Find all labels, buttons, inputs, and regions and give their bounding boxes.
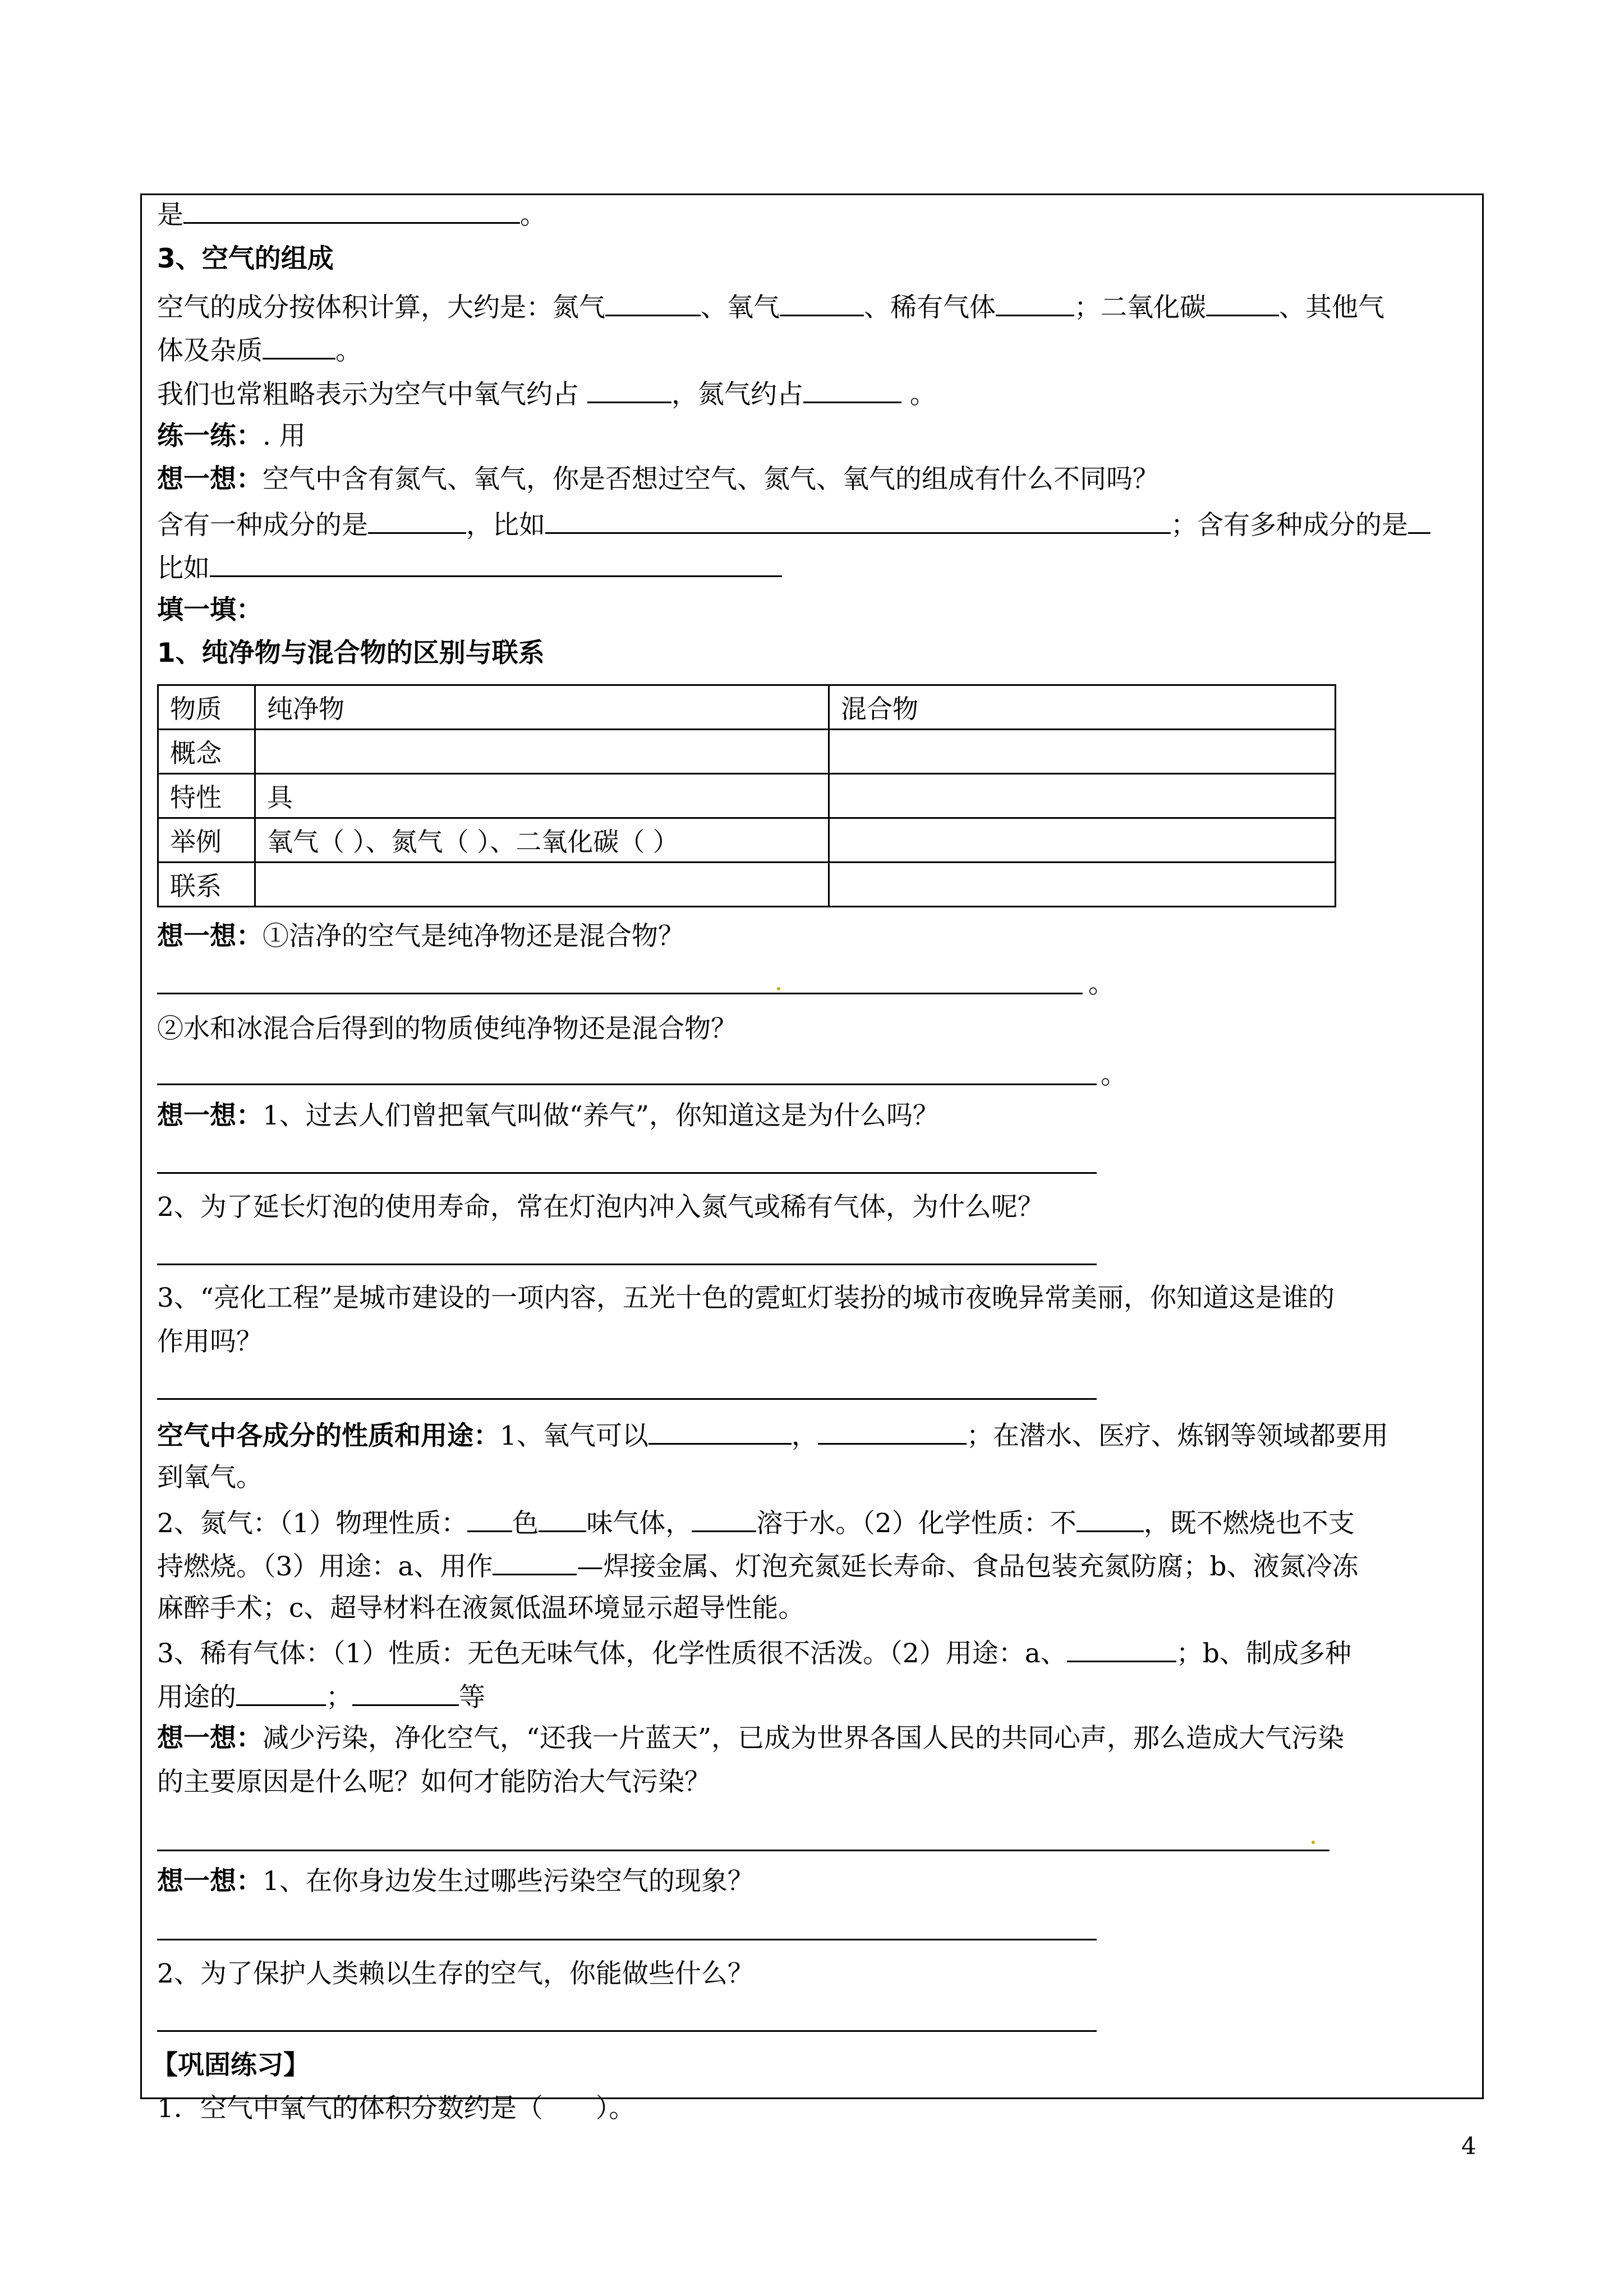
multi-component-blank[interactable] bbox=[1408, 506, 1430, 534]
rare-gas-use-blank-a[interactable] bbox=[1067, 1635, 1176, 1662]
think-line-composition bbox=[157, 463, 1159, 496]
text: ；在潜水、医疗、炼钢等领域都要用 bbox=[966, 1421, 1388, 1451]
impurity-blank[interactable] bbox=[263, 332, 335, 359]
think-label: 想一想： bbox=[157, 1100, 263, 1131]
co2-blank[interactable] bbox=[1206, 289, 1279, 316]
text: 、氧气 bbox=[701, 292, 780, 323]
ink-speck bbox=[777, 987, 780, 990]
text: 。 bbox=[901, 379, 936, 410]
table-cell[interactable]: 氧气（ ）、氮气（ ）、二氧化碳（ ） bbox=[255, 818, 829, 863]
text: 减少污染，净化空气，“还我一片蓝天”，已成为世界各国人民的共同心声，那么造成大气污染 bbox=[263, 1723, 1345, 1754]
table-cell[interactable] bbox=[829, 863, 1336, 907]
props-label: 空气中各成分的性质和用途： bbox=[157, 1421, 500, 1451]
think-line-pollution bbox=[157, 1722, 1344, 1755]
answer-line[interactable] bbox=[157, 1172, 1097, 1174]
text: 是 bbox=[157, 200, 183, 230]
section-title-pure-mixture: 1、纯净物与混合物的区别与联系 bbox=[157, 638, 545, 668]
text: 溶于水。（2）化学性质：不 bbox=[756, 1508, 1076, 1539]
text: 体及杂质 bbox=[157, 335, 263, 366]
text: ；二氧化碳 bbox=[1074, 292, 1206, 323]
table-cell: 概念 bbox=[158, 730, 255, 774]
rare-gas-line-1 bbox=[157, 1635, 1351, 1671]
table-cell: 联系 bbox=[158, 863, 255, 907]
table-cell[interactable]: 具 bbox=[255, 774, 829, 818]
text: ，氮气约占 bbox=[671, 379, 803, 410]
think-line-ice: ②水和冰混合后得到的物质使纯净物还是混合物？ bbox=[157, 1013, 737, 1044]
oxygen-use-blank-2[interactable] bbox=[818, 1417, 967, 1445]
answer-line[interactable] bbox=[157, 1264, 1097, 1265]
table-row bbox=[158, 774, 1336, 818]
think-label: 想一想： bbox=[157, 464, 263, 495]
text: ，既不燃烧也不支 bbox=[1143, 1508, 1355, 1539]
nitrogen-solubility-blank[interactable] bbox=[692, 1505, 756, 1532]
answer-line[interactable] bbox=[157, 1850, 1329, 1851]
answer-line[interactable] bbox=[157, 993, 1083, 994]
oxygen-blank[interactable] bbox=[780, 289, 864, 316]
text: 3、稀有气体：（1）性质：无色无味气体，化学性质很不活泼。（2）用途：a、 bbox=[157, 1638, 1067, 1669]
oxygen-use-blank-1[interactable] bbox=[648, 1417, 792, 1445]
text: 。 bbox=[335, 335, 362, 366]
ink-speck bbox=[1312, 1841, 1315, 1844]
table-cell: 特性 bbox=[158, 774, 255, 818]
question-neon-1: 3、“亮化工程”是城市建设的一项内容，五光十色的霓虹灯装扮的城市夜晚异常美丽，你知道这是谁的 bbox=[157, 1283, 1335, 1313]
rough-ratio-line bbox=[157, 376, 936, 412]
text: ； bbox=[326, 1682, 352, 1713]
nitrogen-chem-blank[interactable] bbox=[1076, 1505, 1144, 1532]
text: 比如 bbox=[157, 553, 210, 584]
example-multi-blank[interactable] bbox=[210, 550, 782, 577]
example-line bbox=[157, 550, 782, 585]
text: 我们也常粗略表示为空气中氧气约占 bbox=[157, 379, 587, 410]
answer-line[interactable] bbox=[157, 2030, 1097, 2032]
think-label: 想一想： bbox=[157, 1723, 263, 1754]
practice-line bbox=[157, 419, 306, 453]
table-header-row bbox=[158, 685, 1336, 730]
text: 1、过去人们曾把氧气叫做“养气”，你知道这是为什么吗？ bbox=[263, 1100, 939, 1131]
oxygen-ratio-blank[interactable] bbox=[587, 376, 671, 403]
text: —焊接金属、灯泡充氮延长寿命、食品包装充氮防腐；b、液氮冷冻 bbox=[577, 1551, 1359, 1582]
think-line-clean-air bbox=[157, 920, 684, 953]
text: 含有一种成分的是 bbox=[157, 510, 368, 541]
answer-blank[interactable] bbox=[183, 196, 520, 224]
table-cell: 物质 bbox=[158, 685, 255, 730]
table-cell: 纯净物 bbox=[255, 685, 829, 730]
table-cell[interactable] bbox=[829, 730, 1336, 774]
text: . 用 bbox=[263, 421, 306, 451]
nitrogen-ratio-blank[interactable] bbox=[803, 376, 901, 403]
fill-label: 填一填： bbox=[157, 594, 263, 625]
think-line-nearby bbox=[157, 1865, 754, 1898]
rare-gas-blank[interactable] bbox=[996, 289, 1074, 316]
table-row bbox=[158, 818, 1336, 863]
table-cell[interactable] bbox=[255, 863, 829, 907]
single-component-blank[interactable] bbox=[368, 506, 466, 534]
example-blank[interactable] bbox=[545, 506, 1171, 534]
text: 2、氮气：（1）物理性质： bbox=[157, 1508, 468, 1539]
rare-gas-use-blank-b[interactable] bbox=[236, 1679, 326, 1706]
answer-line[interactable] bbox=[157, 1939, 1097, 1940]
answer-line[interactable] bbox=[157, 1398, 1097, 1400]
question-bulb: 2、为了延长灯泡的使用寿命，常在灯泡内冲入氮气或稀有气体，为什么呢？ bbox=[157, 1192, 1044, 1223]
text: 用途的 bbox=[157, 1682, 236, 1713]
nitrogen-line-1 bbox=[157, 1505, 1355, 1541]
table-cell[interactable] bbox=[255, 730, 829, 774]
table-cell: 举例 bbox=[158, 818, 255, 863]
exercise-1: 1．空气中氧气的体积分数约是（ ）。 bbox=[157, 2093, 636, 2124]
think-label: 想一想： bbox=[157, 921, 263, 952]
one-component-line bbox=[157, 506, 1430, 542]
text: 色 bbox=[512, 1508, 539, 1539]
table-cell: 混合物 bbox=[829, 685, 1336, 730]
text: 味气体， bbox=[586, 1508, 692, 1539]
text: 、稀有气体 bbox=[864, 292, 996, 323]
composition-line-1 bbox=[157, 289, 1384, 325]
nitrogen-blank[interactable] bbox=[605, 289, 701, 316]
text: 1、氧气可以 bbox=[500, 1421, 648, 1451]
text: ， bbox=[791, 1421, 818, 1451]
text: ；b、制成多种 bbox=[1176, 1638, 1351, 1669]
props-oxygen-line bbox=[157, 1417, 1388, 1453]
think-line-oxygen-history bbox=[157, 1099, 939, 1133]
text: ，比如 bbox=[466, 510, 545, 541]
section-title-air-composition: 3、空气的组成 bbox=[157, 243, 334, 274]
question-protect: 2、为了保护人类赖以生存的空气，你能做些什么？ bbox=[157, 1958, 754, 1989]
table-cell[interactable] bbox=[829, 818, 1336, 863]
text: 等 bbox=[459, 1682, 485, 1713]
props-oxygen-line-2: 到氧气。 bbox=[157, 1462, 263, 1493]
composition-line-2 bbox=[157, 332, 362, 368]
think-label: 想一想： bbox=[157, 1866, 263, 1897]
practice-label: 练一练： bbox=[157, 421, 263, 451]
comparison-table bbox=[157, 684, 1336, 907]
nitrogen-color-blank[interactable] bbox=[467, 1505, 512, 1532]
text: 。 bbox=[520, 200, 546, 230]
text: 持燃烧。（3）用途：a、用作 bbox=[157, 1551, 493, 1582]
nitrogen-use-blank[interactable] bbox=[493, 1548, 577, 1575]
line-continuation bbox=[157, 196, 546, 232]
text: 、其他气 bbox=[1279, 292, 1384, 323]
period: 。 bbox=[1101, 1059, 1127, 1090]
text: ①洁净的空气是纯净物还是混合物？ bbox=[263, 921, 684, 952]
question-neon-2: 作用吗？ bbox=[157, 1326, 263, 1357]
nitrogen-line-3: 麻醉手术；c、超导材料在液氮低温环境显示超导性能。 bbox=[157, 1593, 805, 1624]
table-row bbox=[158, 863, 1336, 907]
pollution-line-2: 的主要原因是什么呢？如何才能防治大气污染？ bbox=[157, 1767, 711, 1797]
rare-gas-use-blank-c[interactable] bbox=[352, 1679, 459, 1706]
text: 空气中含有氮气、氧气，你是否想过空气、氮气、氧气的组成有什么不同吗？ bbox=[263, 464, 1159, 495]
consolidate-heading: 【巩固练习】 bbox=[151, 2050, 310, 2081]
page-number: 4 bbox=[1461, 2132, 1476, 2160]
text: ；含有多种成分的是 bbox=[1171, 510, 1408, 541]
period: 。 bbox=[1088, 969, 1115, 999]
nitrogen-line-2 bbox=[157, 1548, 1359, 1584]
answer-line[interactable] bbox=[157, 1084, 1097, 1085]
table-row bbox=[158, 730, 1336, 774]
text: 空气的成分按体积计算，大约是：氮气 bbox=[157, 292, 605, 323]
nitrogen-smell-blank[interactable] bbox=[539, 1505, 586, 1532]
rare-gas-line-2 bbox=[157, 1679, 485, 1714]
table-cell[interactable] bbox=[829, 774, 1336, 818]
text: 1、在你身边发生过哪些污染空气的现象？ bbox=[263, 1866, 754, 1897]
